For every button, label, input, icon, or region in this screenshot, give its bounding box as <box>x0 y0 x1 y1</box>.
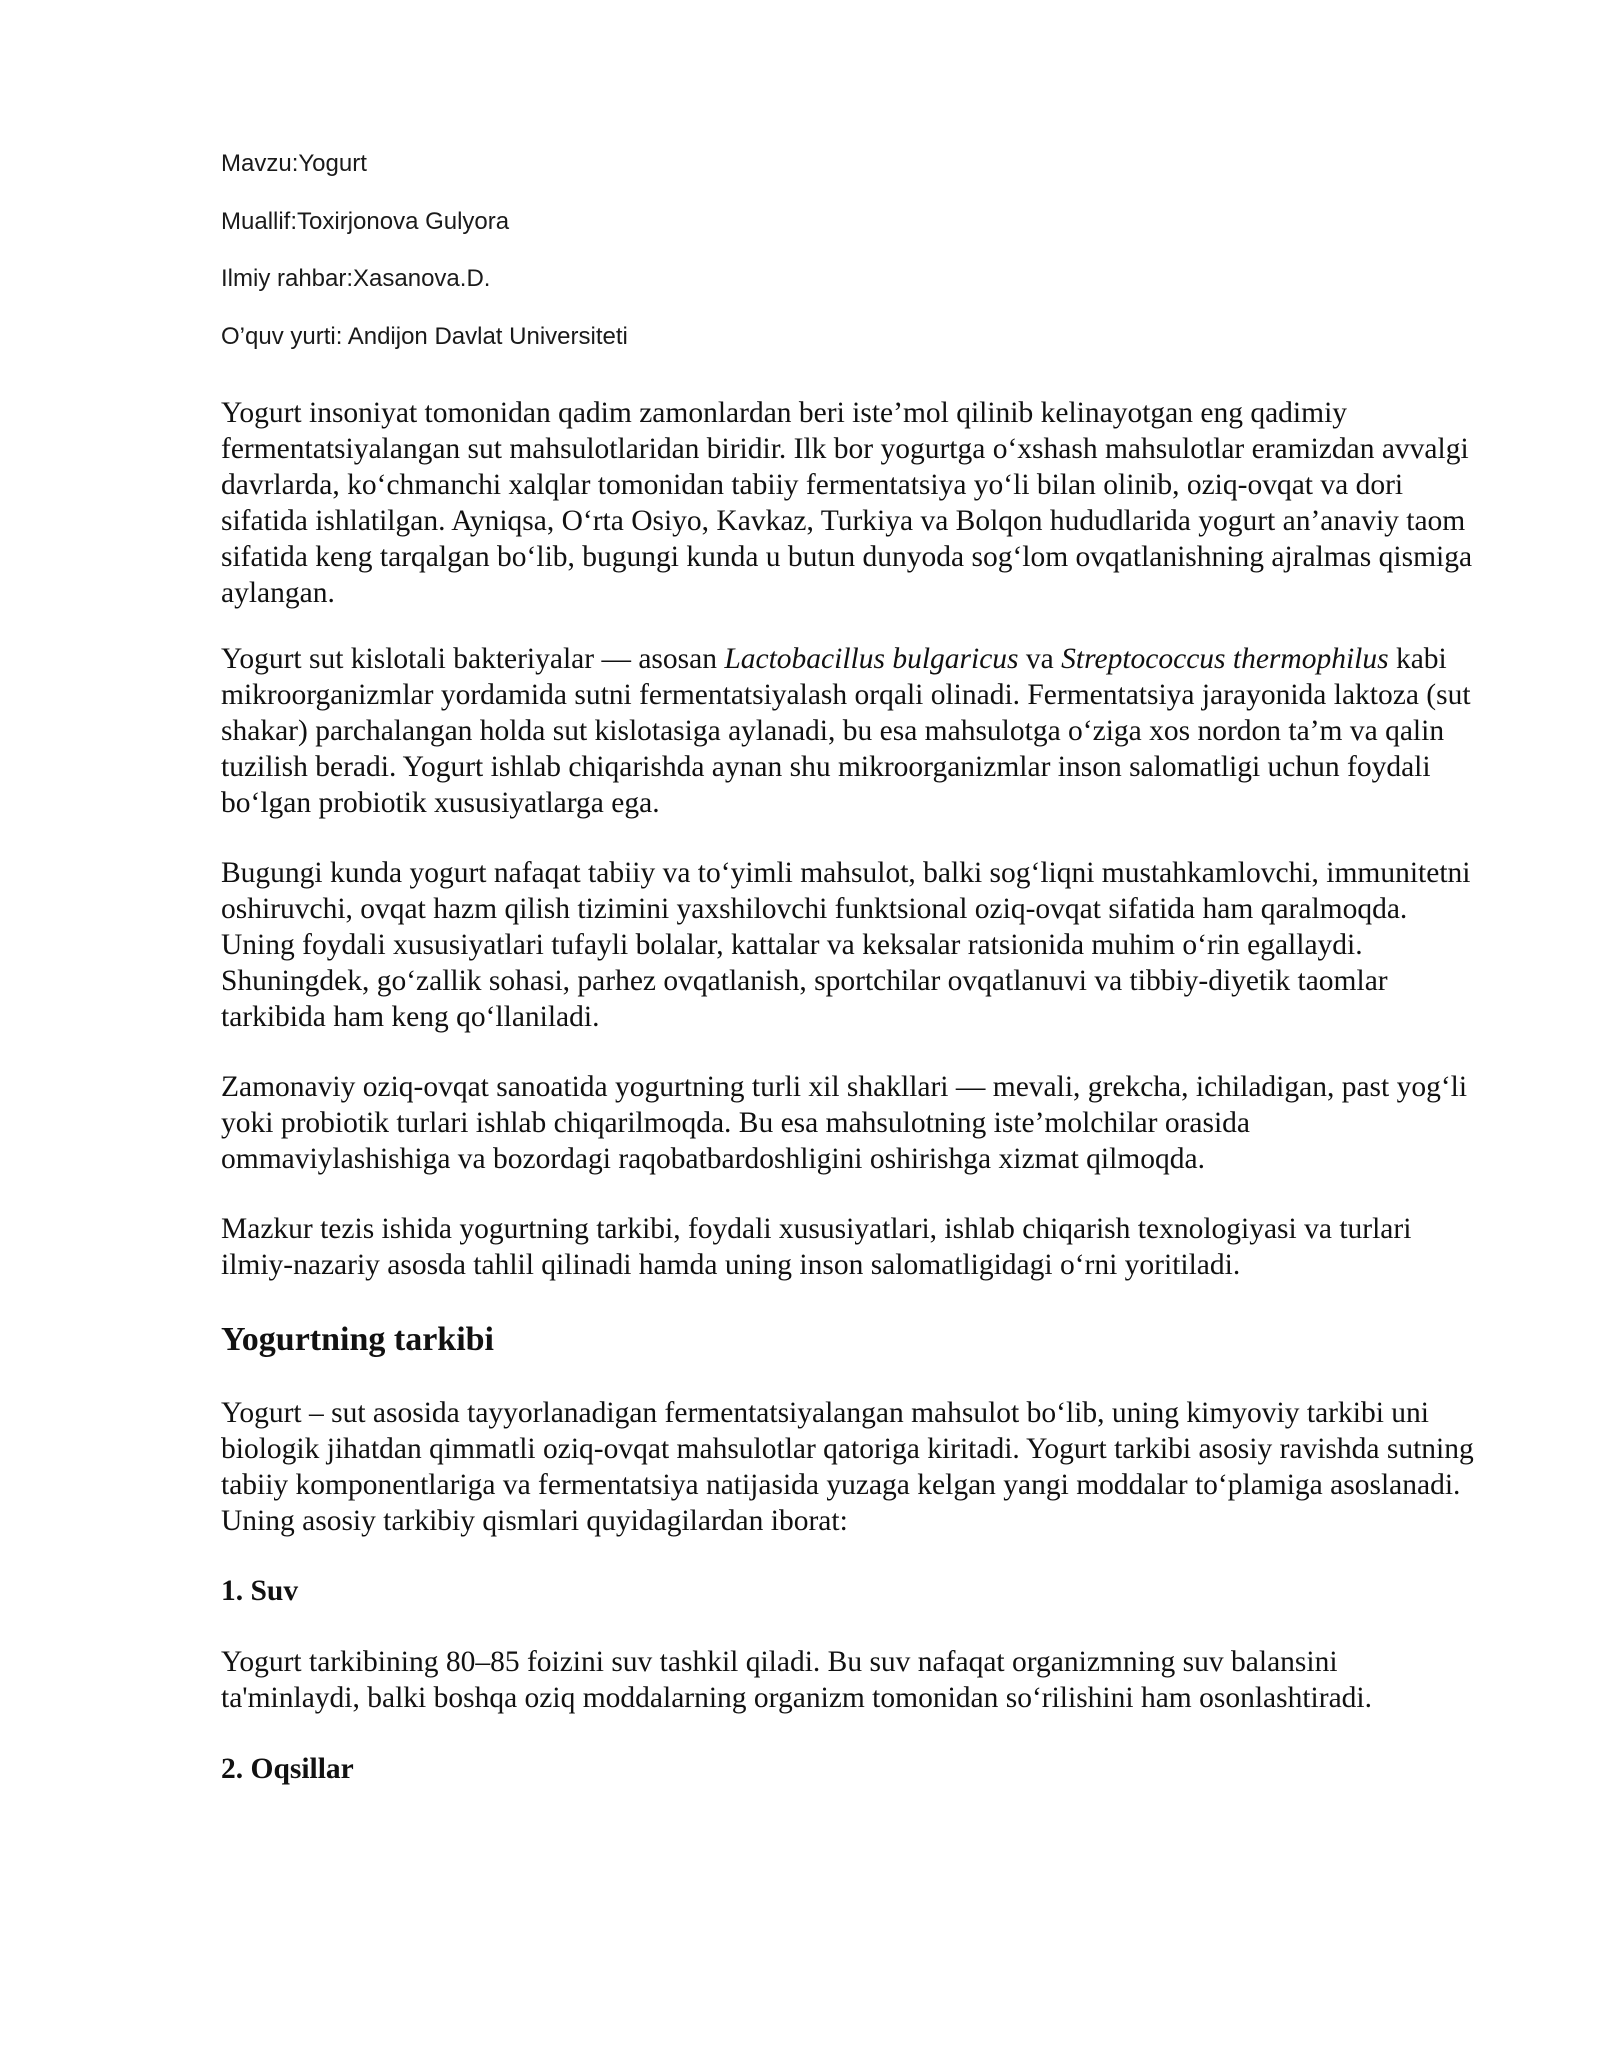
paragraph-text: Bugungi kunda yogurt nafaqat tabiiy va to‘yimli mahsulot, balki sog‘liqni mustahkamlovchi, immunitetni oshiruvchi, ovqat hazm qilish tizimini yaxshilovchi funktsional oziq-ovqat sifatida ham qaralmoqda. Uning foydali xususiyatlari tufayli bolalar, kattalar va keksalar ratsionida muhim o‘rin egallaydi. Shuningdek, go‘zallik sohasi, parhez ovqatlanish, sportchilar ovqatlanuvi va tibbiy-diyetik taomlar tarkibida ham keng qo‘llaniladi. <box>221 857 1471 1033</box>
species-name-lactobacillus: Lactobacillus bulgaricus <box>724 643 1019 675</box>
paragraph-text: Mazkur tezis ishida yogurtning tarkibi, foydali xususiyatlari, ishlab chiqarish texnologiyasi va turlari ilmiy-nazariy asosda tahlil qilinadi hamda uning inson salomatligidagi o‘rni yoritiladi. <box>221 1213 1412 1281</box>
intro-paragraph-bacteria <box>221 641 1481 821</box>
paragraph-text: Yogurt insoniyat tomonidan qadim zamonlardan beri iste’mol qilinib kelinayotgan eng qadimiy fermentatsiyalangan sut mahsulotlaridan biridir. Ilk bor yogurtga o‘xshash mahsulotlar eramizdan avvalgi davrlarda, ko‘chmanchi xalqlar tomonidan tabiiy fermentatsiya yo‘li bilan olinib, oziq-ovqat va dori sifatida ishlatilgan. Ayniqsa, O‘rta Osiyo, Kavkaz, Turkiya va Bolqon hududlarida yogurt an’anaviy taom sifatida keng tarqalgan bo‘lib, bugungi kunda u butun dunyoda sog‘lom ovqatlanishning ajralmas qismiga aylangan. <box>221 397 1473 609</box>
topic-line: Mavzu:Yogurt <box>221 150 367 177</box>
paragraph-text <box>221 641 1481 821</box>
author-line: Muallif:Toxirjonova Gulyora <box>221 208 510 235</box>
intro-paragraph-history <box>221 395 1481 611</box>
paragraph-text: Zamonaviy oziq-ovqat sanoatida yogurtning turli xil shakllari — mevali, grekcha, ichiladigan, past yog‘li yoki probiotik turlari ishlab chiqarilmoqda. Bu esa mahsulotning iste’molchilar orasida ommaviylashishiga va bozordagi raqobatbardoshligini oshirishga xizmat qilmoqda. <box>221 1071 1468 1175</box>
subheading-water: 1. Suv <box>221 1575 299 1607</box>
intro-paragraph-benefits <box>221 855 1481 1035</box>
subheading-proteins: 2. Oqsillar <box>221 1753 354 1785</box>
paragraph-text-end: kabi mikroorganizmlar yordamida sutni fermentatsiyalash orqali olinadi. Fermentatsiya jarayonida laktoza (sut shakar) parchalangan holda sut kislotasiga aylanadi, bu esa mahsulotga o‘ziga xos nordon ta’m va qalin tuzilish beradi. Yogurt ishlab chiqarishda aynan shu mikroorganizmlar inson salomatligi uchun foydali bo‘lgan probiotik xususiyatlarga ega. <box>221 643 1471 819</box>
water-paragraph <box>221 1644 1481 1716</box>
institution-line: O’quv yurti: Andijon Davlat Universiteti <box>221 323 628 350</box>
supervisor-line: Ilmiy rahbar:Xasanova.D. <box>221 265 491 292</box>
intro-paragraph-thesis <box>221 1211 1481 1283</box>
paragraph-text-start: Yogurt sut kislotali bakteriyalar — asosan <box>221 643 725 675</box>
section-heading-composition: Yogurtning tarkibi <box>221 1321 494 1358</box>
intro-paragraph-industry <box>221 1069 1481 1177</box>
paragraph-text: Yogurt tarkibining 80–85 foizini suv tashkil qiladi. Bu suv nafaqat organizmning suv balansini ta'minlaydi, balki boshqa oziq moddalarning organizm tomonidan so‘rilishini ham osonlashtiradi. <box>221 1646 1372 1714</box>
species-name-streptococcus: Streptococcus thermophilus <box>1061 643 1389 675</box>
composition-paragraph <box>221 1395 1481 1539</box>
paragraph-text: Yogurt – sut asosida tayyorlanadigan fermentatsiyalangan mahsulot bo‘lib, uning kimyoviy tarkibi uni biologik jihatdan qimmatli oziq-ovqat mahsulotlar qatoriga kiritadi. Yogurt tarkibi asosiy ravishda sutning tabiiy komponentlariga va fermentatsiya natijasida yuzaga kelgan yangi moddalar to‘plamiga asoslanadi. Uning asosiy tarkibiy qismlari quyidagilardan iborat: <box>221 1397 1474 1537</box>
conjunction-text: va <box>1018 643 1062 675</box>
